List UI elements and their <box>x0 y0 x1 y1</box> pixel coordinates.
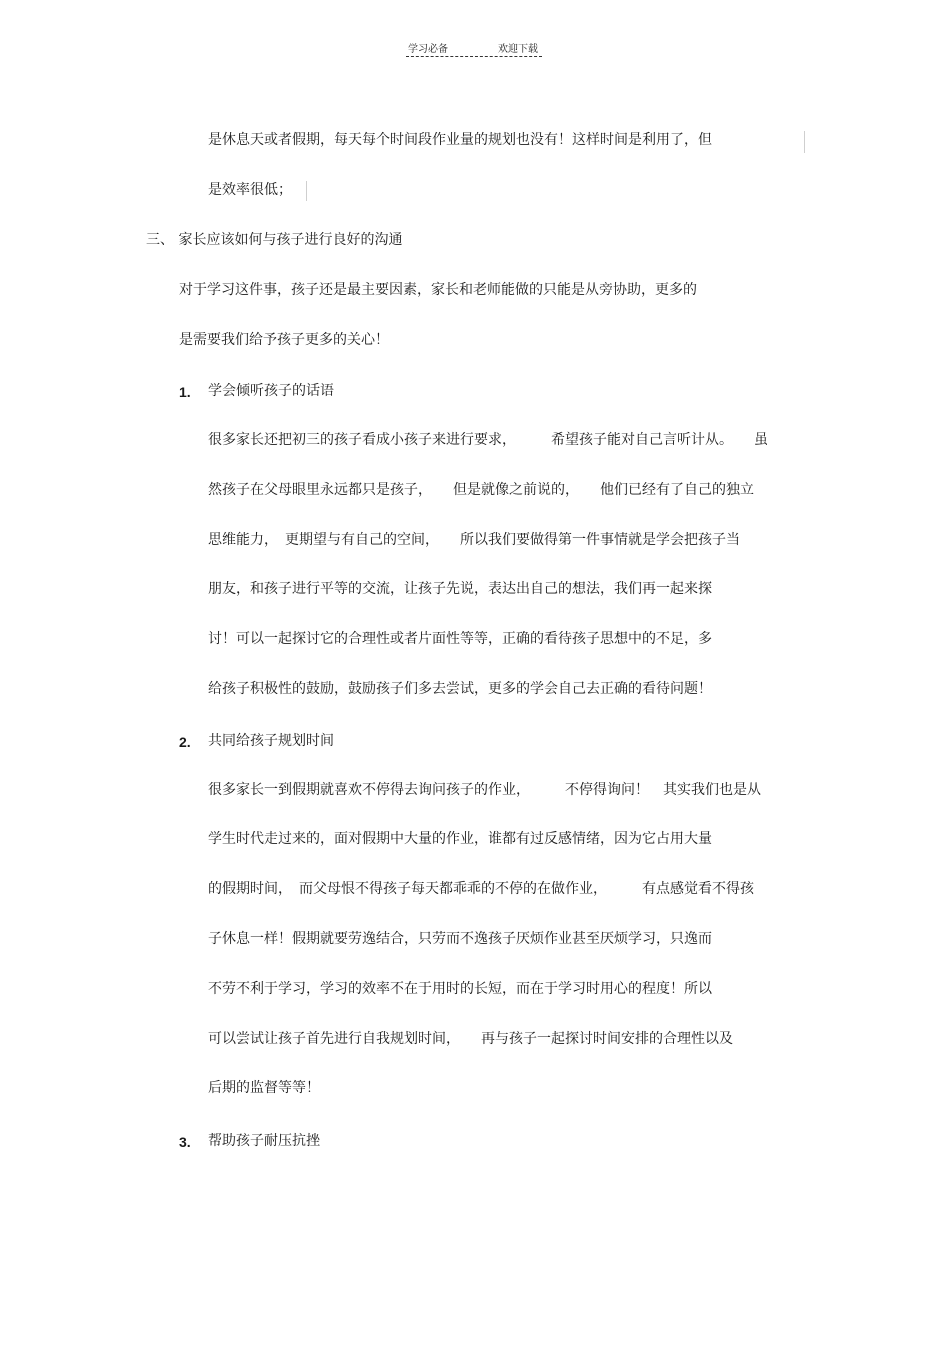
margin-mark <box>306 181 307 201</box>
body-text-line: 不劳不利于学习，学习的效率不在于用时的长短，而在于学习时用心的程度！所以 <box>208 981 712 997</box>
header-left-text: 学习必备 <box>408 44 448 55</box>
body-text-line: 朋友，和孩子进行平等的交流，让孩子先说，表达出自己的想法，我们再一起来探 <box>208 581 712 597</box>
body-text-line: 子休息一样！假期就要劳逸结合，只劳而不逸孩子厌烦作业甚至厌烦学习，只逸而 <box>208 931 712 947</box>
body-text-line: 后期的监督等等！ <box>208 1080 320 1096</box>
header-right-text: 欢迎下载 <box>498 44 538 55</box>
body-text-line: 给孩子积极性的鼓励，鼓励孩子们多去尝试，更多的学会自己去正确的看待问题！ <box>208 681 712 697</box>
body-text-line: 是需要我们给予孩子更多的关心！ <box>179 332 389 348</box>
body-text-line: 学生时代走过来的，面对假期中大量的作业，谁都有过反感情绪，因为它占用大量 <box>208 831 712 847</box>
body-text-line: 对于学习这件事，孩子还是最主要因素，家长和老师能做的只能是从旁协助，更多的 <box>179 282 697 298</box>
body-text-line: 是效率很低； <box>208 182 292 198</box>
body-text-line: 然孩子在父母眼里永远都只是孩子， 但是就像之前说的， 他们已经有了自己的独立 <box>208 482 754 498</box>
list-number: 2. <box>179 734 191 750</box>
section-heading: 三、 家长应该如何与孩子进行良好的沟通 <box>146 232 403 248</box>
body-text-line: 很多家长一到假期就喜欢不停得去询问孩子的作业， 不停得询问！ 其实我们也是从 <box>208 782 761 798</box>
subsection-heading: 共同给孩子规划时间 <box>208 733 334 749</box>
body-text-line: 的假期时间， 而父母恨不得孩子每天都乖乖的不停的在做作业， 有点感觉看不得孩 <box>208 881 754 897</box>
subsection-heading: 学会倾听孩子的话语 <box>208 383 334 399</box>
body-text-line: 很多家长还把初三的孩子看成小孩子来进行要求， 希望孩子能对自己言听计从。 虽 <box>208 432 768 448</box>
subsection-heading: 帮助孩子耐压抗挫 <box>208 1133 320 1149</box>
body-text-line: 讨！可以一起探讨它的合理性或者片面性等等，正确的看待孩子思想中的不足，多 <box>208 631 712 647</box>
body-text-line: 可以尝试让孩子首先进行自我规划时间， 再与孩子一起探讨时间安排的合理性以及 <box>208 1031 733 1047</box>
list-number: 3. <box>179 1134 191 1150</box>
list-number: 1. <box>179 384 191 400</box>
page-header <box>406 38 542 57</box>
body-text-line: 思维能力， 更期望与有自己的空间， 所以我们要做得第一件事情就是学会把孩子当 <box>208 532 740 548</box>
body-text-line: 是休息天或者假期，每天每个时间段作业量的规划也没有！这样时间是利用了，但 <box>208 132 712 148</box>
margin-mark <box>804 131 805 153</box>
